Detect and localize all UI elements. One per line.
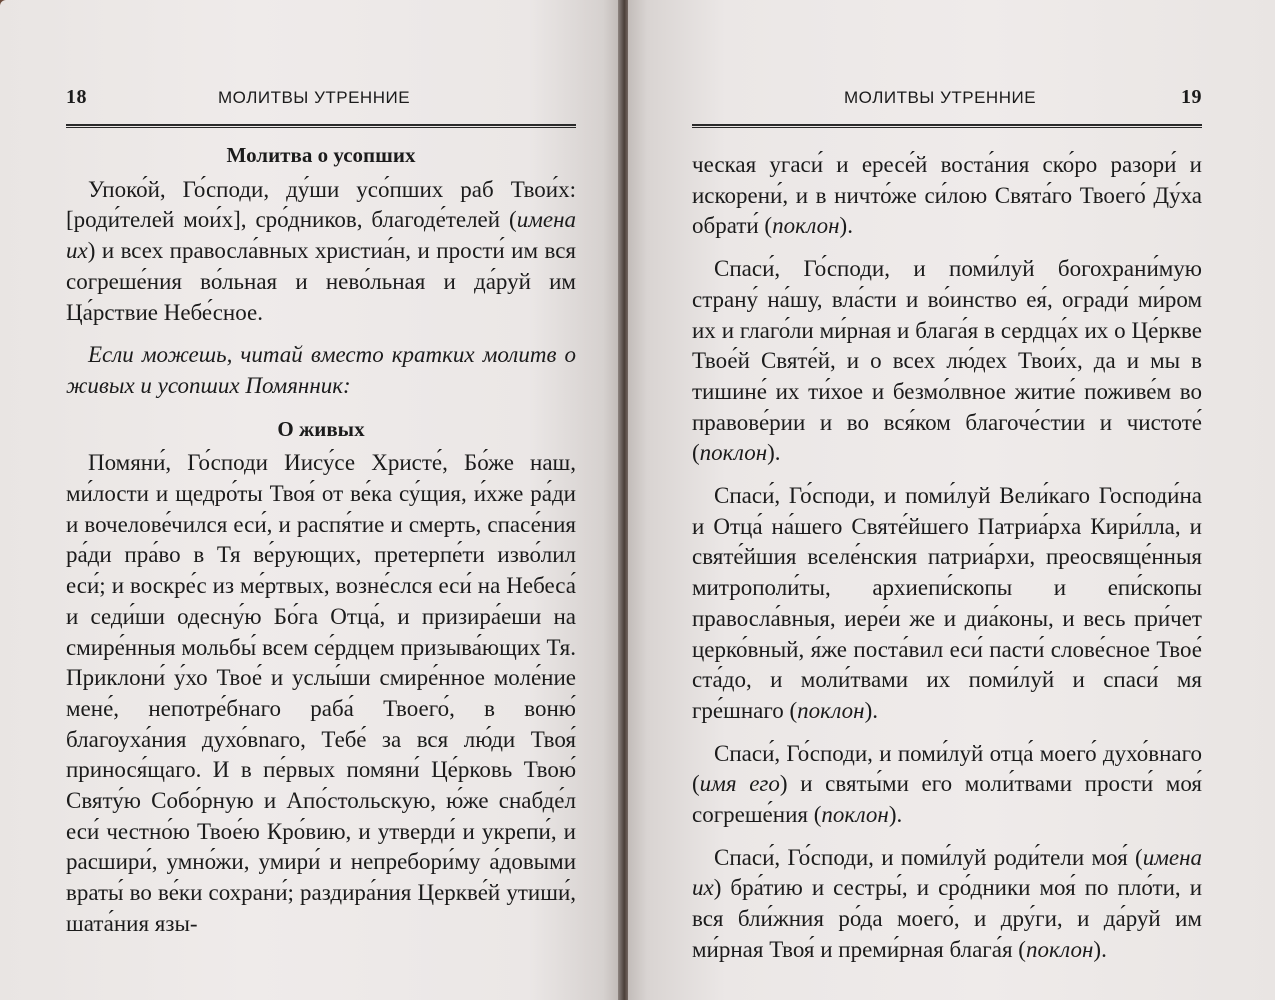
paragraph-for-parents: Спаси́, Го́споди, и поми́луй роди́тели моя́ (имена их) бра́тию и сестры́, и сро́дники моя́ по пло́ти, и вся бли́жния ро́да моего́, и дру́ги, и да́руй им ми́рная Твоя́ и преми́рная блага́я (поклон). <box>692 844 1202 962</box>
right-page <box>628 0 1275 1000</box>
paragraph-for-spiritual-father: Спаси́, Го́споди, и поми́луй отца́ моего́ духо́внаго (имя его) и святы́ми его моли́твами прости́ моя́ согреше́ния (поклон). <box>692 740 1202 828</box>
heading-prayer-for-departed: Молитва о усопших <box>226 143 416 167</box>
right-running-header: МОЛИТВЫ УТРЕННИЕ <box>844 88 1037 107</box>
note-memorial-book: Если можешь, читай вместо кратких молитв о живых и усопших Помянник: <box>66 342 576 398</box>
left-page-text <box>66 140 576 940</box>
paragraph-for-patriarch: Спаси́, Го́споди, и поми́луй Вели́каго Господи́на и Отца́ на́шего Святе́йшего Патриа́рха Кири́лла, и святе́йшия вселе́нския патриа́рхи, преосвяще́нныя митрополи́ты, архиепи́скопы и епи́скопы правосла́вныя, иере́и же и диа́коны, и весь при́чет церко́вный, я́же поста́вил еси́ пасти́ слове́сное Твое́ ста́до, и моли́твами их поми́луй и спаси́ мя гре́шнаго (поклон). <box>692 483 1202 723</box>
left-header-rule <box>66 124 576 128</box>
paragraph-prayer-for-departed: Упоко́й, Го́споди, ду́ши усо́пших раб Твои́х: [роди́телей мои́х], сро́дников, благоде́телей (имена их) и всех правосла́вных христиа́н, и прости́ им вся согреше́ния во́льная и нево́льная и да́руй им Ца́рствие Небе́сное. <box>66 176 576 325</box>
paragraph-for-country: Спаси́, Го́споди, и поми́луй богохрани́мую страну́ на́шу, вла́сти и во́инство ея́, огради́ ми́ром их и глаго́ли ми́рная и блага́я в сердца́х их о Це́ркве Твое́й Святе́й, и о всех лю́дех Твои́х, да и мы в тишине́ их ти́хое и безмо́лвное житие́ поживе́м во правове́рии и во вся́ком благоче́стии и чистоте́ (поклон). <box>692 256 1202 466</box>
paragraph-continuation: ческая угаси́ и ересе́й воста́ния ско́ро разори́ и искорени́, и в ничто́же си́лою Свята́го Твоего́ Ду́ха обрати́ (поклон). <box>692 152 1202 239</box>
left-page-header <box>66 88 576 118</box>
right-page-text <box>692 150 1202 966</box>
paragraph-for-the-living: Помяни́, Го́споди Иису́се Христе́, Бо́же наш, ми́лости и щедро́ты Твоя́ от ве́ка су́щия, и́хже ра́ди и вочелове́чился еси́, и распя́тие и смерть, спасе́ния ра́ди пра́во в Тя ве́рующих, претерпе́ти изво́лил еси́; и воскре́с из ме́ртвых, возне́слся еси́ на Небеса́ и седи́ши одесну́ю Бо́га Отца́, и призира́еши на смире́нныя мольбы́ всем се́рдцем призыва́ющих Тя. Приклони́ у́хо Твое́ и услы́ши смире́нное моле́ние мене́, непотре́бнаго раба́ Твоего́, в воню́ благоуха́ния духо́вnаго, Тебе́ за вся лю́ди Твоя́ принося́щаго. И в пе́рвых помяни́ Це́рковь Твою́ Святу́ю Собо́рную и Апо́стольскую, ю́же снабде́л еси́ честно́ю Твое́ю Кро́вию, и утверди́ и укрепи́, и расшири́, умно́жи, умири́ и непребори́му а́довыми враты́ во ве́ки сохрани́; раздира́ния Церкве́й утиши́, шата́ния язы- <box>66 450 576 936</box>
left-running-header: МОЛИТВЫ УТРЕННИЕ <box>218 88 411 107</box>
heading-for-the-living: О живых <box>277 416 365 441</box>
left-page-number: 18 <box>66 86 87 108</box>
left-page <box>0 0 622 1000</box>
right-page-number: 19 <box>1181 86 1202 108</box>
right-header-rule <box>692 124 1202 128</box>
right-page-header <box>692 88 1202 118</box>
